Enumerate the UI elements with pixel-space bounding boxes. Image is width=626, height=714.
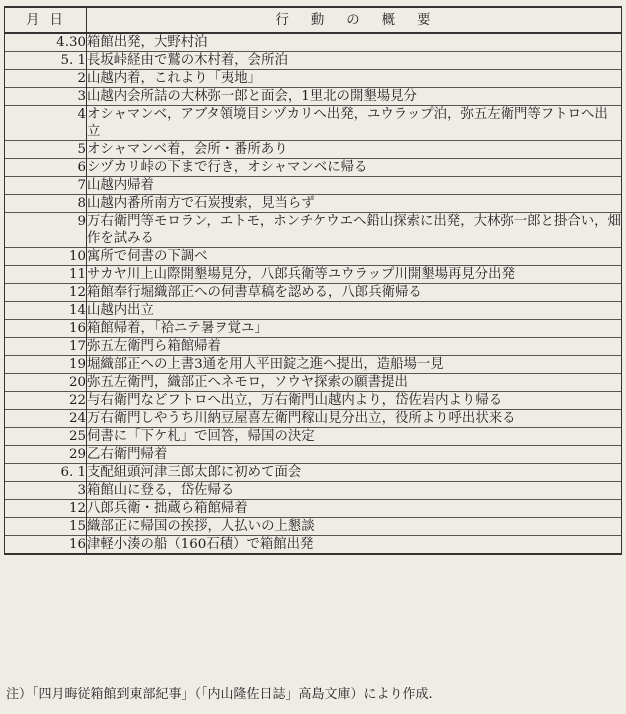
source-note: 注）「四月晦従箱館到東部紀事」（「内山隆佐日誌」高島文庫）により作成. [6,687,433,702]
row-activity: 万右衛門等モロラン，エトモ，ホンチケウエへ鉛山探索に出発，大林弥一郎と掛合い，畑作を試みる [87,214,621,246]
table-row [5,356,622,374]
row-activity: 八郎兵衛・拙蔵ら箱館帰着 [87,500,622,518]
table-row [5,70,622,88]
table-row [5,88,622,106]
table-row [5,159,622,177]
table-row [5,482,622,500]
row-date: 12 [5,500,87,518]
row-date: 3 [5,482,87,500]
row-activity: 与右衛門などフトロへ出立，万右衛門山越内より，岱佐岩内より帰る [87,392,622,410]
row-date: 25 [5,428,87,446]
row-date: 3 [5,88,87,106]
table-row [5,374,622,392]
row-activity: 長坂峠経由で鷲の木村着，会所泊 [87,52,622,70]
row-date: 16 [5,536,87,555]
row-activity: 山越内帰着 [87,177,622,195]
header-activity: 行動の概要 [87,7,622,33]
row-date: 8 [5,195,87,213]
row-date: 5. 1 [5,52,87,70]
row-activity: 織部正に帰国の挨拶，人払いの上懇談 [87,518,622,536]
row-activity: 箱館山に登る，岱佐帰る [87,482,622,500]
row-activity: 弥五左衛門ら箱館帰着 [87,338,622,356]
table-row [5,248,622,266]
row-activity: 弥五左衛門，織部正へネモロ，ソウヤ探索の願書提出 [87,374,622,392]
row-activity: 寓所で伺書の下調べ [87,248,622,266]
row-activity: 堀織部正への上書3通を用人平田錠之進へ提出，造船場一見 [87,356,622,374]
row-activity: 山越内出立 [87,302,622,320]
row-activity: オシャマンベ着，会所・番所あり [87,141,622,159]
row-date: 29 [5,446,87,464]
row-activity: 箱館帰着，「袷ニテ暑ヲ覚ユ」 [87,320,622,338]
row-date: 19 [5,356,87,374]
row-activity: 山越内着，これより「夷地」 [87,70,622,88]
row-date: 4.30 [5,33,87,52]
row-activity: 津軽小湊の船（160石積）で箱館出発 [87,536,622,555]
row-activity: 山越内会所詰の大林弥一郎と面会，1里北の開墾場見分 [87,88,622,106]
table-row [5,177,622,195]
row-activity: オシャマンベ，アブタ領境目シヅカリへ出発，ユウラップ泊，弥五左衛門等フトロへ出立 [87,106,622,141]
row-date: 15 [5,518,87,536]
table-row [5,141,622,159]
table-row [5,266,622,284]
table-row [5,518,622,536]
table-row [5,320,622,338]
row-activity: 箱館出発，大野村泊 [87,33,622,52]
row-activity: 山越内番所南方で石炭捜索，見当らず [87,195,622,213]
row-activity: 伺書に「下ケ札」で回答，帰国の決定 [87,428,622,446]
table-row [5,52,622,70]
row-date: 10 [5,248,87,266]
table-row [5,195,622,213]
row-date: 2 [5,70,87,88]
row-date: 4 [5,106,87,141]
table-body [5,33,622,554]
row-date: 11 [5,266,87,284]
table-row [5,392,622,410]
row-activity: シヅカリ峠の下まで行き，オシャマンベに帰る [87,159,622,177]
table-row [5,536,622,555]
row-date: 22 [5,392,87,410]
row-date: 17 [5,338,87,356]
table-row [5,428,622,446]
itinerary-table [4,6,622,555]
row-date: 14 [5,302,87,320]
table-row [5,464,622,482]
table-row [5,302,622,320]
row-date: 6 [5,159,87,177]
table-header [5,7,622,33]
row-activity: 支配組頭河津三郎太郎に初めて面会 [87,464,622,482]
header-date: 月日 [5,7,87,33]
row-date: 5 [5,141,87,159]
table-row [5,284,622,302]
table-row [5,106,622,141]
row-date: 7 [5,177,87,195]
row-date: 12 [5,284,87,302]
row-date: 9 [5,213,87,248]
table-row [5,500,622,518]
row-activity: 万右衛門しやうち川納豆屋喜左衛門稼山見分出立，役所より呼出状来る [87,410,622,428]
table-row [5,338,622,356]
row-activity: 乙右衛門帰着 [87,446,622,464]
table-row [5,410,622,428]
row-date: 16 [5,320,87,338]
row-activity: 箱館奉行堀織部正への伺書草稿を認める，八郎兵衛帰る [87,284,622,302]
row-date: 6. 1 [5,464,87,482]
row-date: 24 [5,410,87,428]
table-row [5,213,622,248]
table-row [5,33,622,52]
table-row [5,446,622,464]
row-date: 20 [5,374,87,392]
row-activity: サカヤ川上山際開墾場見分，八郎兵衛等ユウラップ川開墾場再見分出発 [87,266,622,284]
